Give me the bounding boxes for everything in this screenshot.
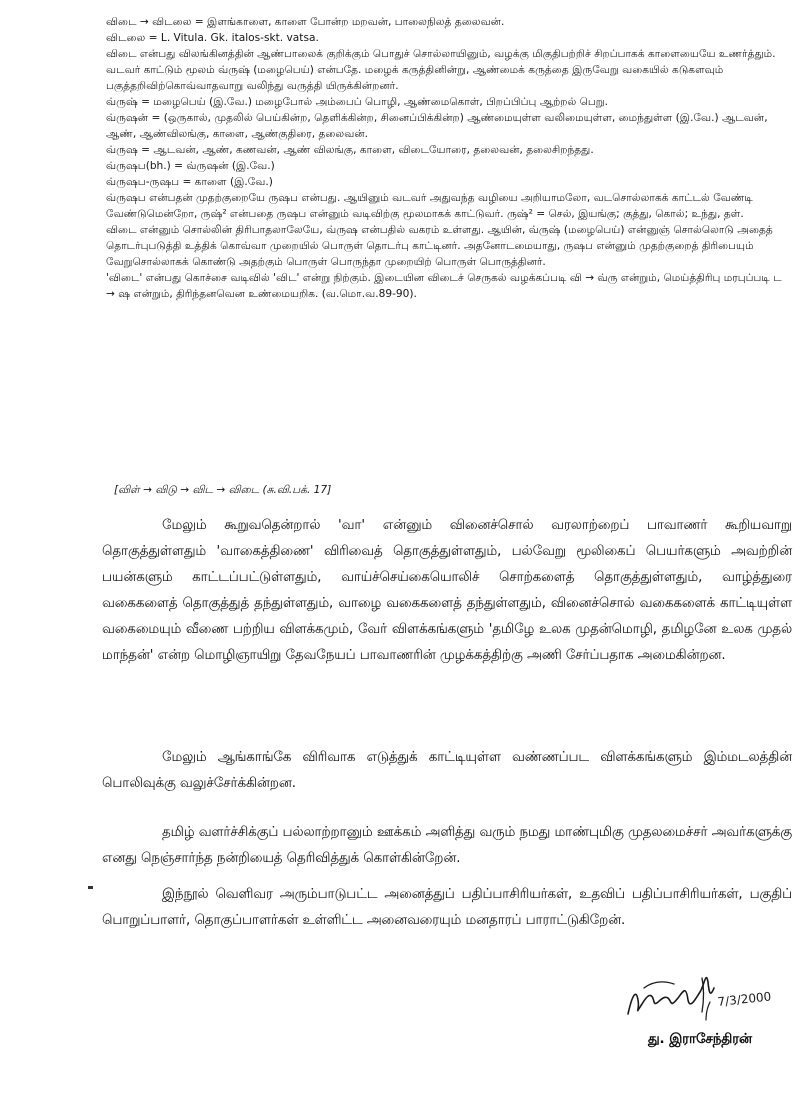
svg-text:7/3/2000: 7/3/2000 (716, 989, 772, 1009)
entry-vrushaba-bh: வ்ருஷப(bh.) = வ்ருஷன் (இ.வே.) (106, 160, 275, 172)
paragraph-thanks-cm: தமிழ் வளர்ச்சிக்குப் பல்லாற்றானும் ஊக்கம் அளித்து வரும் நமது மாண்புமிகு முதலமைச்சர் அவர்களுக்கு எனது நெஞ்சார்ந்த நன்றியைத் தெரிவித்துக் கொள்கின்றேன். (102, 825, 792, 866)
entry-vidai-vidalai: விடை → விடலை = இளங்காளை, காளை போன்ற மறவன், பாலைநிலத் தலைவன். (106, 16, 505, 28)
entry-vidai-derivation: விடை என்னும் சொல்லின் திரிபாதலாலேயே, வ்ருஷ என்பதில் வகரம் உள்ளது. ஆயின், வ்ருஷ் (மழைபெய்) என்னுஞ் சொல்லொடு அதைத் தொடர்புபடுத்தி உத்திக் கொவ்வா முறையில் பொருள் தொடர்பு காட்டினர். அதனோடமையாது, ருஷப என்னும் முதற்குறைத் திரிபையும் வேறுசொல்லாகக் கொண்டு அதற்கும் பொருள் பொருந்தா முறையிற் பொருள் பொருத்தினர். (106, 224, 773, 268)
entry-vidai-meaning: விடை என்பது விலங்கினத்தின் ஆண்பாலைக் குறிக்கும் பொதுச் சொல்லாயினும், வழக்கு மிகுதிபற்றிச் சிறப்பாகக் காளையையே உணர்த்தும். (106, 48, 776, 60)
entry-vrushan: வ்ருஷன் = (ஒருகால், முதலில் பெய்கின்ற, தெளிக்கின்ற, சினைப்பிக்கின்ற) ஆண்மையுள்ள வலிமையுள்ள, மைந்துள்ள (இ.வே.) ஆடவன், ஆண், ஆண்விலங்கு, காளை, ஆண்குதிரை, தலைவன். (106, 112, 768, 140)
paragraph-summary: மேலும் கூறுவதென்றால் 'வா' என்னும் வினைச்சொல் வரலாற்றைப் பாவாணர் கூறியவாறு தொகுத்துள்ளதும் 'வாகைத்திணை' விரிவைத் தொகுத்துள்ளதும், பல்வேறு மூலிகைப் பெயர்களும் அவற்றின் பயன்களும் காட்டப்பட்டுள்ளதும், வாய்ச்செய்கையொலிச் சொற்களைத் தொகுத்துள்ளதும், வாழ்த்துரை வகைகளைத் தொகுத்துத் தந்துள்ளதும், வாழை வகைகளைத் தந்துள்ளதும், வினைச்சொல் வகைகளைக் காட்டியுள்ள வகைமையும் வீணை பற்றிய விளக்கமும், வேர் விளக்கங்களும் 'தமிழே உலக முதன்மொழி, தமிழனே உலக முதல் மாந்தன்' என்ற மொழிஞாயிறு தேவநேயப் பாவாணரின் முழக்கத்திற்கு அணி சேர்ப்பதாக அமைகின்றன. (102, 518, 792, 663)
entry-rushaba-explanation: வ்ருஷப என்பதன் முதற்குறையே ருஷப என்பது. ஆயினும் வடவர் அதுவந்த வழியை அறியாமலோ, வடசொல்லாகக் காட்டல் வேண்டி வேண்டுமென்றோ, ருஷ்² என்பதை ருஷப என்னும் வடிவிற்கு மூலமாகக் காட்டுவர். ருஷ்² = செல், இயங்கு; குத்து, கொல்; உந்து, தள். (106, 192, 753, 220)
paragraph-appreciation: இந்நூல் வெளிவர அரும்பாடுபட்ட அனைத்துப் பதிப்பாசிரியர்கள், உதவிப் பதிப்பாசிரியர்கள், பகுதிப் பொறுப்பாளர், தொகுப்பாளர்கள் உள்ளிட்ட அனைவரையும் மனதாரப் பாராட்டுகிறேன். (102, 887, 792, 928)
entry-vrusha: வ்ருஷ = ஆடவன், ஆண், கணவன், ஆண் விலங்கு, காளை, விடையோரை, தலைவன், தலைசிறந்தது. (106, 144, 594, 156)
entry-vrushaba-rushaba: வ்ருஷப-ருஷப = காளை (இ.வே.) (106, 176, 273, 188)
entry-kochai-form: 'விடை' என்பது கொச்சை வடிவில் 'விட' என்று நிற்கும். இடையின விடைச் செருகல் வழக்கப்படி வி → வ்ரு என்றும், மெய்த்திரிபு மரபுப்படி ட → ஷ என்றும், திரிந்தனவென உண்மையறிக. (வ.மொ.வ.89-90). (106, 272, 782, 300)
entry-vadavar-origin: வடவர் காட்டும் மூலம் வ்ருஷ் (மழைபெய்) என்பதே. மழைக் கருத்தினின்று, ஆண்மைக் கருத்தை இருவேறு வகையில் கடுகளவும் பகுத்தறிவிற்கொவ்வாதவாறு வலிந்து வருத்தி யிருக்கின்றனர். (106, 64, 724, 92)
ink-mark (88, 886, 93, 889)
signer-name: து. இராசேந்திரன் (648, 1032, 752, 1047)
etymology-entries (106, 14, 791, 302)
citation: [விள் → விடு → விட → விடை (சு.வி.பக். 17] (114, 484, 332, 496)
entry-vidalai-latin: விடலை = L. Vitula. Gk. italos-skt. vatsa. (106, 32, 319, 44)
entry-vrush: வ்ருஷ் = மழைபெய் (இ.வே.) மழைபோல் அம்பைப் பொழி, ஆண்மைகொள், பிறப்பிப்பு ஆற்றல் பெறு. (106, 96, 609, 108)
paragraph-illustrations: மேலும் ஆங்காங்கே விரிவாக எடுத்துக் காட்டியுள்ள வண்ணப்பட விளக்கங்களும் இம்மடலத்தின் பொலிவுக்கு வலுச்சேர்க்கின்றன. (102, 750, 792, 791)
handwritten-signature (622, 958, 772, 1024)
